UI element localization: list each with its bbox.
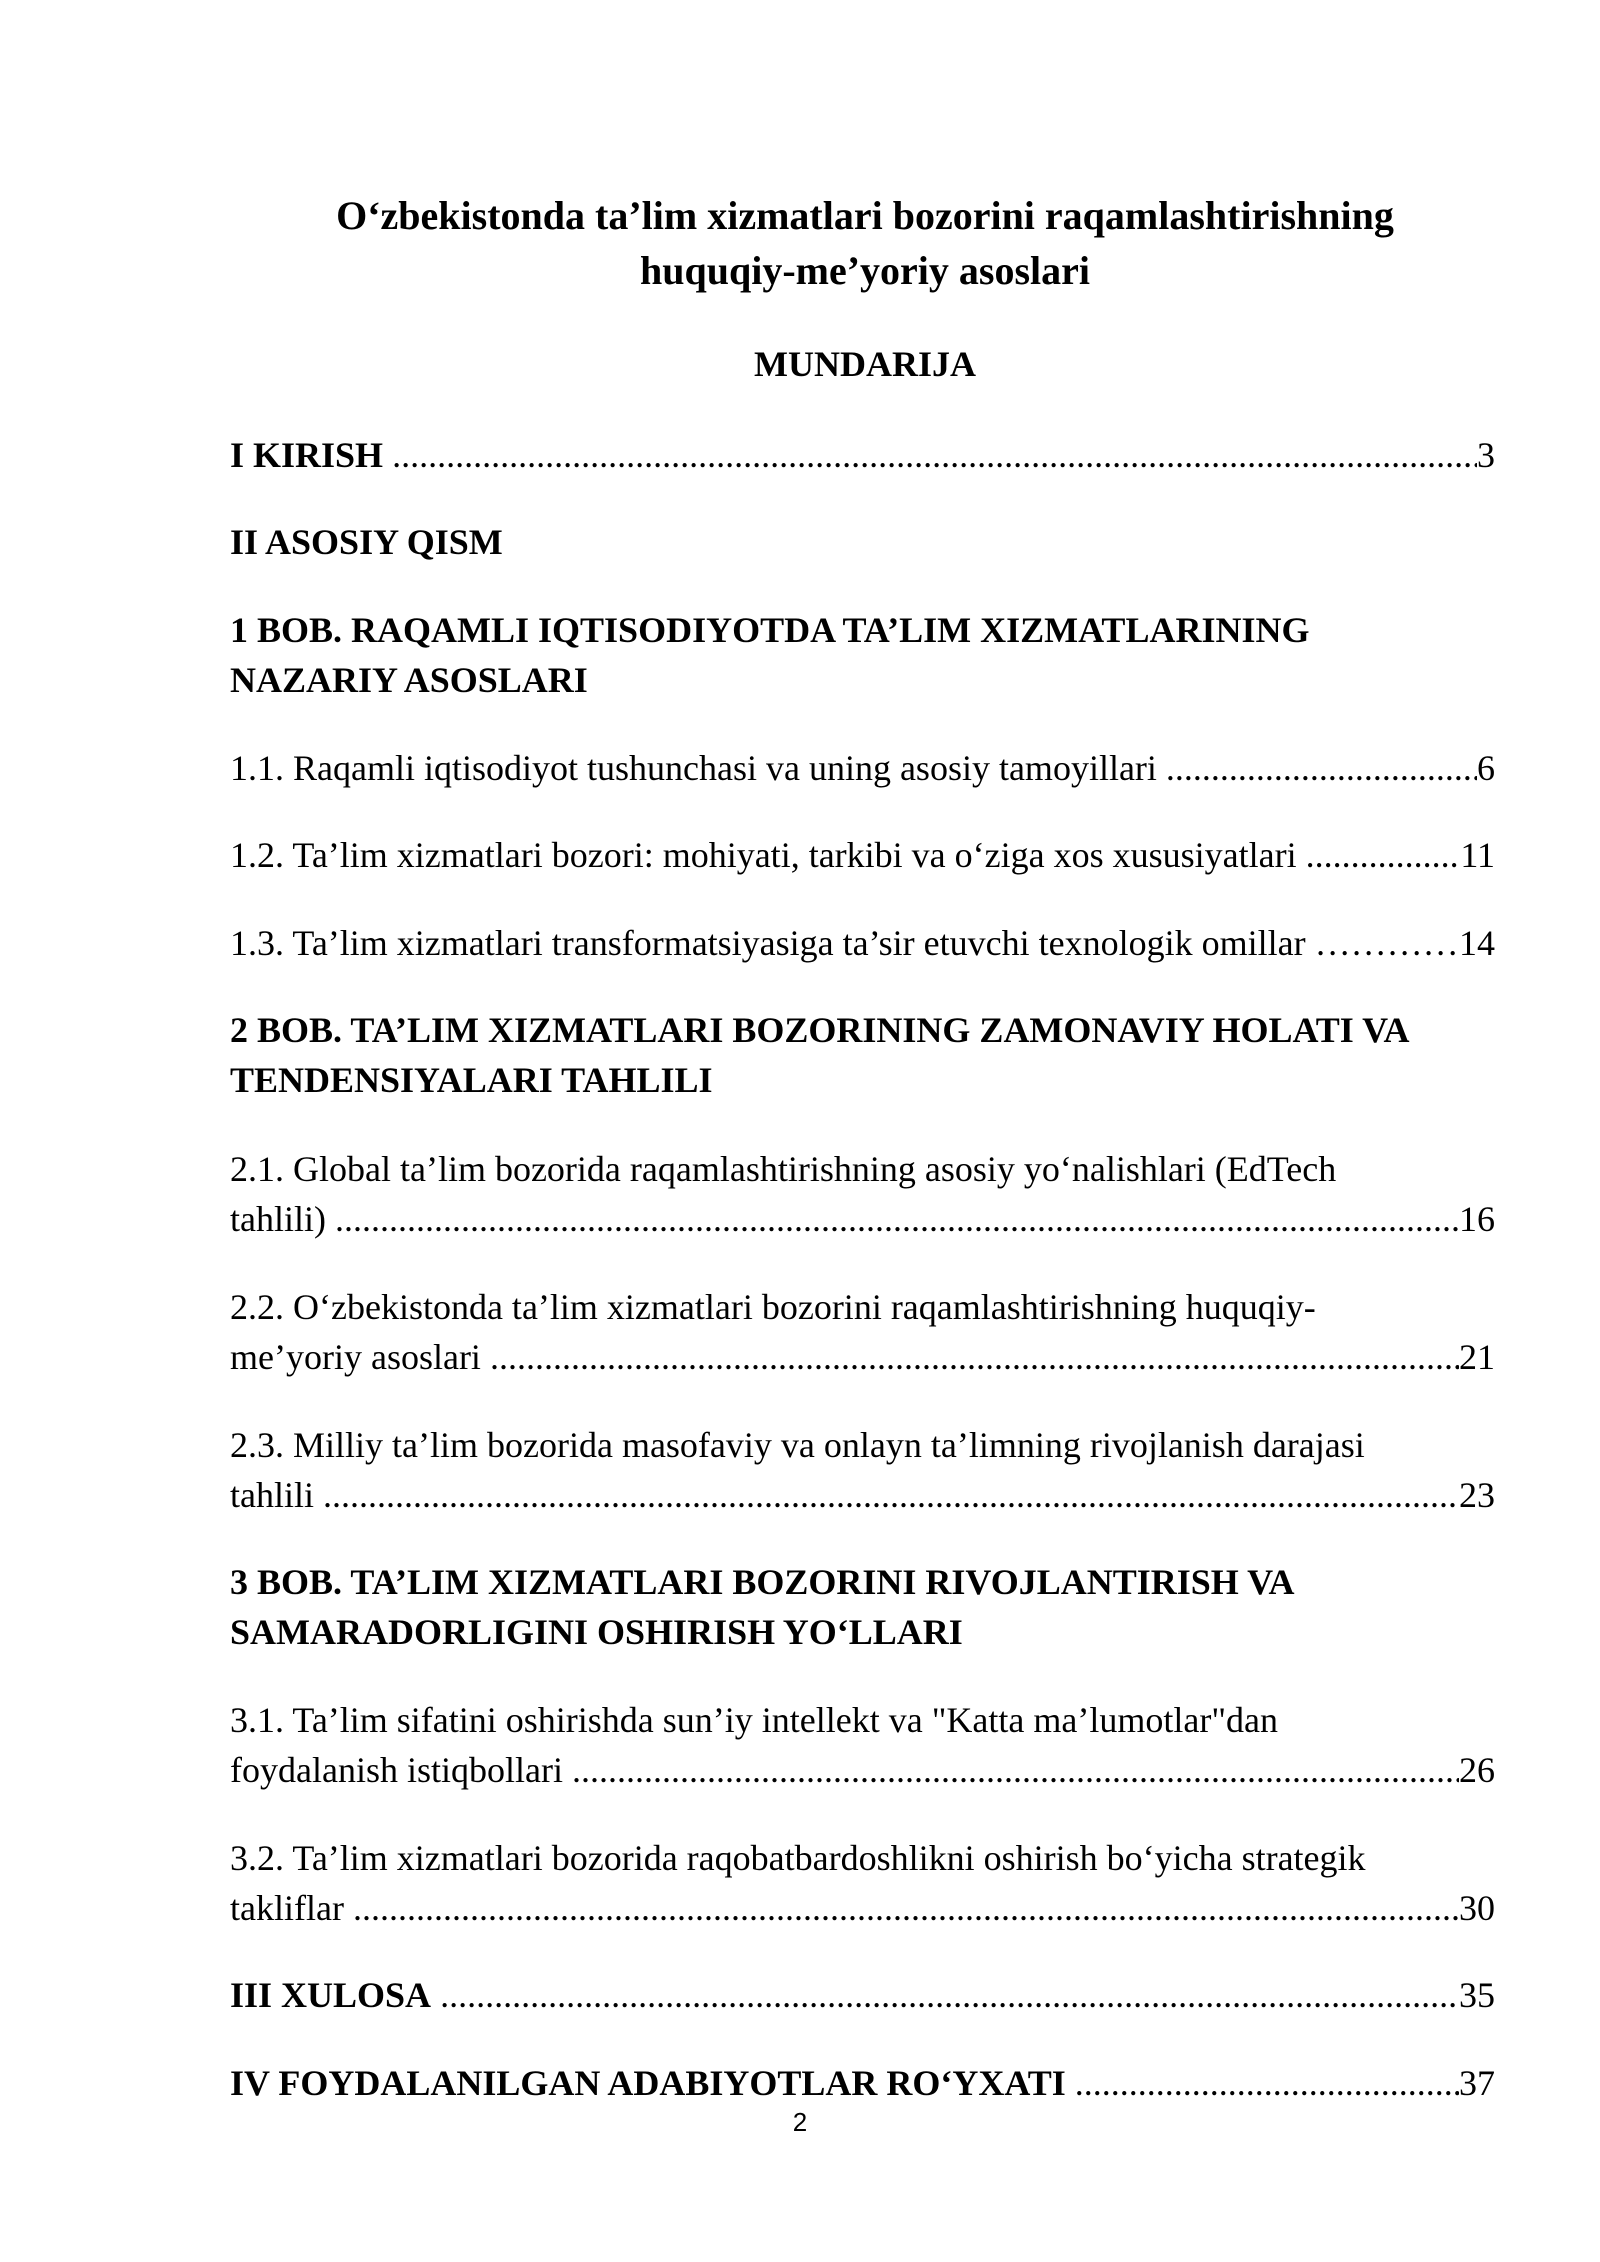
toc-entry-label-cont: tahlili) — [230, 1199, 326, 1239]
toc-page-number: 3 — [1477, 435, 1495, 475]
toc-page-number: 35 — [1459, 1975, 1495, 2015]
toc-chapter-line: NAZARIY ASOSLARI — [230, 660, 588, 700]
toc-entry-label-cont: foydalanish istiqbollari — [230, 1750, 563, 1790]
document-title — [230, 188, 1500, 298]
toc-page-number: 37 — [1459, 2063, 1495, 2103]
toc-page-number: 16 — [1459, 1199, 1495, 1239]
toc-entry-label: IV FOYDALANILGAN ADABIYOTLAR RO‘YXATI — [230, 2063, 1066, 2103]
toc-entry-label: I KIRISH — [230, 435, 384, 475]
dot-leader — [344, 1883, 1459, 1933]
toc-page-number: 11 — [1460, 835, 1495, 875]
dot-leader — [1157, 743, 1477, 793]
toc-entry-3-2[interactable] — [230, 1833, 1495, 1933]
toc-heading: MUNDARIJA — [754, 344, 976, 384]
dot-leader — [1066, 2058, 1459, 2108]
toc-chapter-1 — [230, 605, 1495, 705]
toc-entry-label-cont: takliflar — [230, 1888, 344, 1928]
toc-chapter-line: 2 BOB. TA’LIM XIZMATLARI BOZORINING ZAMONAVIY HOLATI VA — [230, 1010, 1410, 1050]
toc-entry-label: 1.1. Raqamli iqtisodiyot tushunchasi va uning asosiy tamoyillari — [230, 748, 1157, 788]
toc-chapter-3 — [230, 1557, 1495, 1657]
toc-entry-intro[interactable] — [230, 430, 1495, 480]
toc-entry-label-cont: tahlili — [230, 1475, 314, 1515]
toc-entry-1-3[interactable] — [230, 918, 1495, 968]
dot-leader — [314, 1470, 1459, 1520]
toc-entry-label: 3.2. Ta’lim xizmatlari bozorida raqobatbardoshlikni oshirish bo‘yicha strategik — [230, 1838, 1366, 1878]
toc-entry-3-1[interactable] — [230, 1695, 1495, 1795]
toc-entry-label: 2.1. Global ta’lim bozorida raqamlashtirishning asosiy yo‘nalishlari (EdTech — [230, 1149, 1337, 1189]
toc-entry-label: 1.3. Ta’lim xizmatlari transformatsiyasiga ta’sir etuvchi texnologik omillar — [230, 923, 1306, 963]
toc-entry-2-1[interactable] — [230, 1144, 1495, 1244]
toc-chapter-2 — [230, 1005, 1500, 1105]
toc-entry-label: II ASOSIY QISM — [230, 522, 503, 562]
toc-page-number: 30 — [1459, 1888, 1495, 1928]
toc-entry-label: 2.2. O‘zbekistonda ta’lim xizmatlari bozorini raqamlashtirishning huquqiy- — [230, 1287, 1316, 1327]
document-title-line-2: huquqiy-me’yoriy asoslari — [639, 248, 1091, 293]
dot-leader — [563, 1745, 1459, 1795]
toc-page-number: 6 — [1477, 748, 1495, 788]
toc-entry-1-2[interactable] — [230, 830, 1495, 880]
dot-leader — [431, 1970, 1459, 2020]
toc-entry-2-3[interactable] — [230, 1420, 1495, 1520]
toc-entry-2-2[interactable] — [230, 1282, 1495, 1382]
toc-page-number: 26 — [1459, 1750, 1495, 1790]
toc-entry-references[interactable] — [230, 2058, 1495, 2108]
toc-entry-label-cont: me’yoriy asoslari — [230, 1337, 481, 1377]
toc-entry-label: 3.1. Ta’lim sifatini oshirishda sun’iy intellekt va "Katta ma’lumotlar"dan — [230, 1700, 1278, 1740]
toc-entry-label: 2.3. Milliy ta’lim bozorida masofaviy va onlayn ta’limning rivojlanish darajasi — [230, 1425, 1365, 1465]
dot-leader — [1297, 830, 1461, 880]
toc-entry-conclusion[interactable] — [230, 1970, 1495, 2020]
dot-leader — [1306, 918, 1459, 968]
toc-chapter-line: 1 BOB. RAQAMLI IQTISODIYOTDA TA’LIM XIZMATLARINING — [230, 610, 1310, 650]
document-title-line-1: O‘zbekistonda ta’lim xizmatlari bozorini raqamlashtirishning — [336, 193, 1394, 238]
toc-chapter-line: TENDENSIYALARI TAHLILI — [230, 1060, 713, 1100]
dot-leader — [383, 430, 1477, 480]
toc-entry-main-part — [230, 517, 1495, 567]
toc-entry-1-1[interactable] — [230, 743, 1495, 793]
toc-page-number: 14 — [1459, 923, 1495, 963]
toc-entry-label: III XULOSA — [230, 1975, 432, 2015]
toc-chapter-line: SAMARADORLIGINI OSHIRISH YO‘LLARI — [230, 1612, 963, 1652]
toc-page-number: 23 — [1459, 1475, 1495, 1515]
dot-leader — [326, 1194, 1459, 1244]
toc-entry-label: 1.2. Ta’lim xizmatlari bozori: mohiyati, tarkibi va o‘ziga xos xususiyatlari — [230, 835, 1297, 875]
toc-page-number: 21 — [1459, 1337, 1495, 1377]
page-number: 2 — [792, 2107, 808, 2137]
toc-chapter-line: 3 BOB. TA’LIM XIZMATLARI BOZORINI RIVOJLANTIRISH VA — [230, 1562, 1295, 1602]
dot-leader — [481, 1332, 1459, 1382]
